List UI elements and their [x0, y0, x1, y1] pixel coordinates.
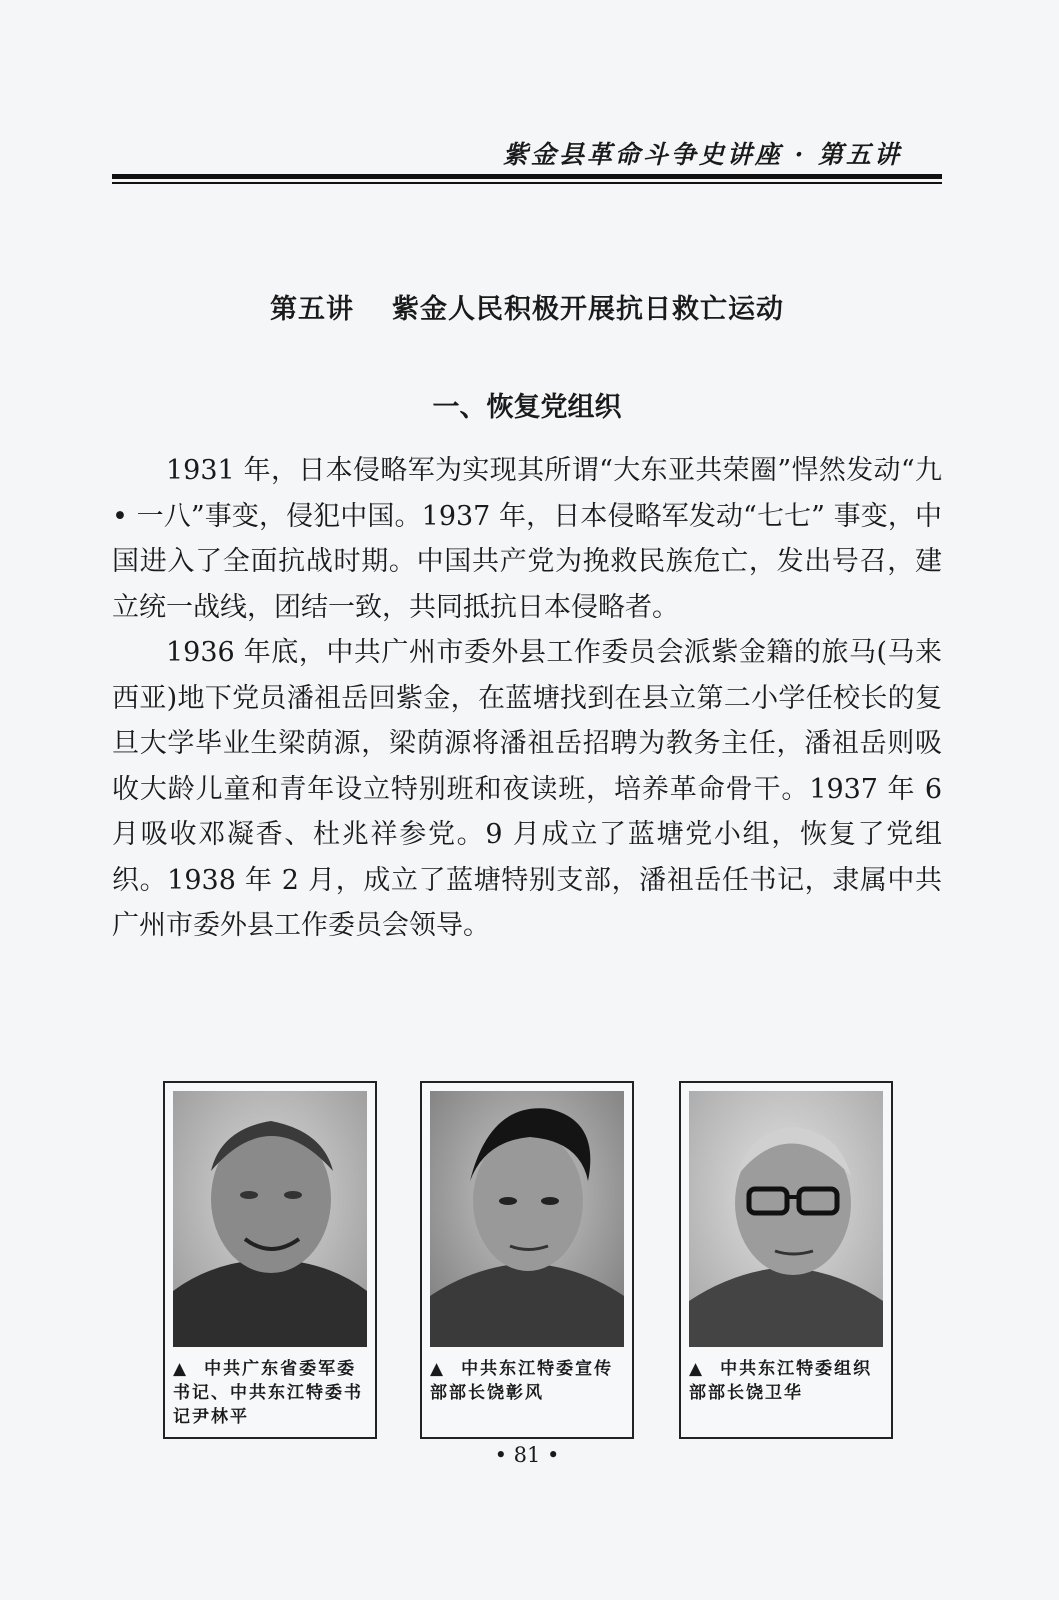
caption-text: 中共东江特委宣传部部长饶彰风: [430, 1359, 614, 1403]
portrait-photo: [173, 1091, 367, 1347]
header-rule-thick: [112, 174, 942, 179]
lecture-title: 紫金人民积极开展抗日救亡运动: [392, 294, 784, 325]
page-number: • 81 •: [494, 1443, 560, 1467]
portrait-photo: [689, 1091, 883, 1347]
caption-text: 中共广东省委军委书记、中共东江特委书记尹林平: [173, 1359, 363, 1427]
triangle-marker-icon: ▲: [430, 1359, 446, 1379]
body-text: [112, 448, 942, 949]
lecture-heading: [112, 287, 942, 326]
lecture-number: 第五讲: [270, 294, 354, 325]
photo-caption: [173, 1357, 369, 1429]
photo-caption: [689, 1357, 885, 1405]
portrait-photo: [430, 1091, 624, 1347]
photo-card: [163, 1081, 377, 1439]
photo-card: [420, 1081, 634, 1439]
triangle-marker-icon: ▲: [173, 1359, 189, 1379]
photo-row: [163, 1081, 895, 1441]
section-title: 一、恢复党组织: [432, 392, 622, 423]
caption-text: 中共东江特委组织部部长饶卫华: [689, 1359, 873, 1403]
paragraph: 1931 年，日本侵略军为实现其所谓“大东亚共荣圈”悍然发动“九 • 一八”事变，侵犯中国。1937 年，日本侵略军发动“七七” 事变，中国进入了全面抗战时期。中国共产党为挽救民族危亡，发出号召，建立统一战线，团结一致，共同抵抗日本侵略者。: [112, 455, 942, 623]
running-header: 紫金县革命斗争史讲座 · 第五讲: [502, 140, 902, 169]
photo-card: [679, 1081, 893, 1439]
photo-caption: [430, 1357, 626, 1405]
paragraph: 1936 年底，中共广州市委外县工作委员会派紫金籍的旅马(马来西亚)地下党员潘祖岳回紫金，在蓝塘找到在县立第二小学任校长的复旦大学毕业生梁荫源，梁荫源将潘祖岳招聘为教务主任，潘祖岳则吸收大龄儿童和青年设立特别班和夜读班，培养革命骨干。1937 年 6 月吸收邓凝香、杜兆祥参党。9 月成立了蓝塘党小组，恢复了党组织。1938 年 2 月，成立了蓝塘特别支部，潘祖岳任书记，隶属中共广州市委外县工作委员会领导。: [112, 637, 942, 941]
header-rule-thin: [112, 182, 942, 184]
triangle-marker-icon: ▲: [689, 1359, 705, 1379]
